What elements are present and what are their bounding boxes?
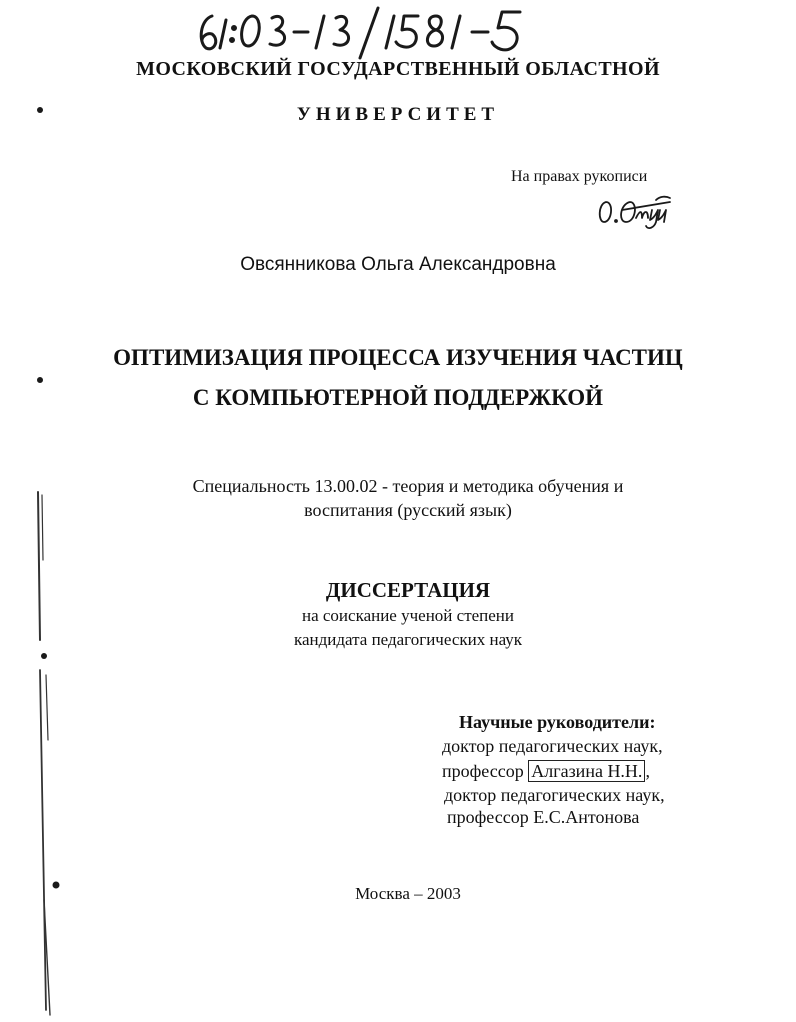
city-and-year: Москва – 2003 [355, 884, 461, 903]
supervisor-1-name: Алгазина Н.Н. [528, 760, 645, 782]
supervisors-heading: Научные руководители: [459, 712, 656, 732]
university-name-line2: УНИВЕРСИТЕТ [296, 104, 500, 125]
archive-number-handwritten [190, 2, 590, 62]
specialty-line1: Специальность 13.00.02 - теория и методика обучения и [192, 476, 624, 496]
supervisor-1-degree: доктор педагогических наук, [442, 736, 663, 756]
work-type-label: ДИССЕРТАЦИЯ [325, 578, 491, 602]
degree-line2: кандидата педагогических наук [293, 630, 523, 649]
author-name: Овсянникова Ольга Александровна [240, 254, 556, 275]
manuscript-rights-note: На правах рукописи [511, 168, 648, 185]
supervisor-1-line [442, 761, 650, 782]
author-signature [596, 188, 686, 230]
supervisor-2-degree: доктор педагогических наук, [444, 785, 665, 805]
dissertation-title-line1: ОПТИМИЗАЦИЯ ПРОЦЕССА ИЗУЧЕНИЯ ЧАСТИЦ [113, 345, 683, 370]
supervisor-1-title: профессор [442, 761, 524, 781]
degree-line1: на соискание ученой степени [301, 606, 515, 625]
edge-mark [40, 670, 46, 1010]
supervisor-1-trailing: , [645, 761, 650, 781]
university-name-line1: МОСКОВСКИЙ ГОСУДАРСТВЕННЫЙ ОБЛАСТНОЙ [136, 58, 660, 80]
binding-hole-mark [41, 653, 47, 659]
binding-hole-mark [37, 377, 43, 383]
specialty-line2: воспитания (русский язык) [304, 500, 512, 520]
supervisor-2-name: профессор Е.С.Антонова [447, 807, 640, 827]
edge-mark [46, 675, 48, 740]
dissertation-title-line2: С КОМПЬЮТЕРНОЙ ПОДДЕРЖКОЙ [192, 385, 604, 410]
edge-mark [44, 900, 50, 1015]
